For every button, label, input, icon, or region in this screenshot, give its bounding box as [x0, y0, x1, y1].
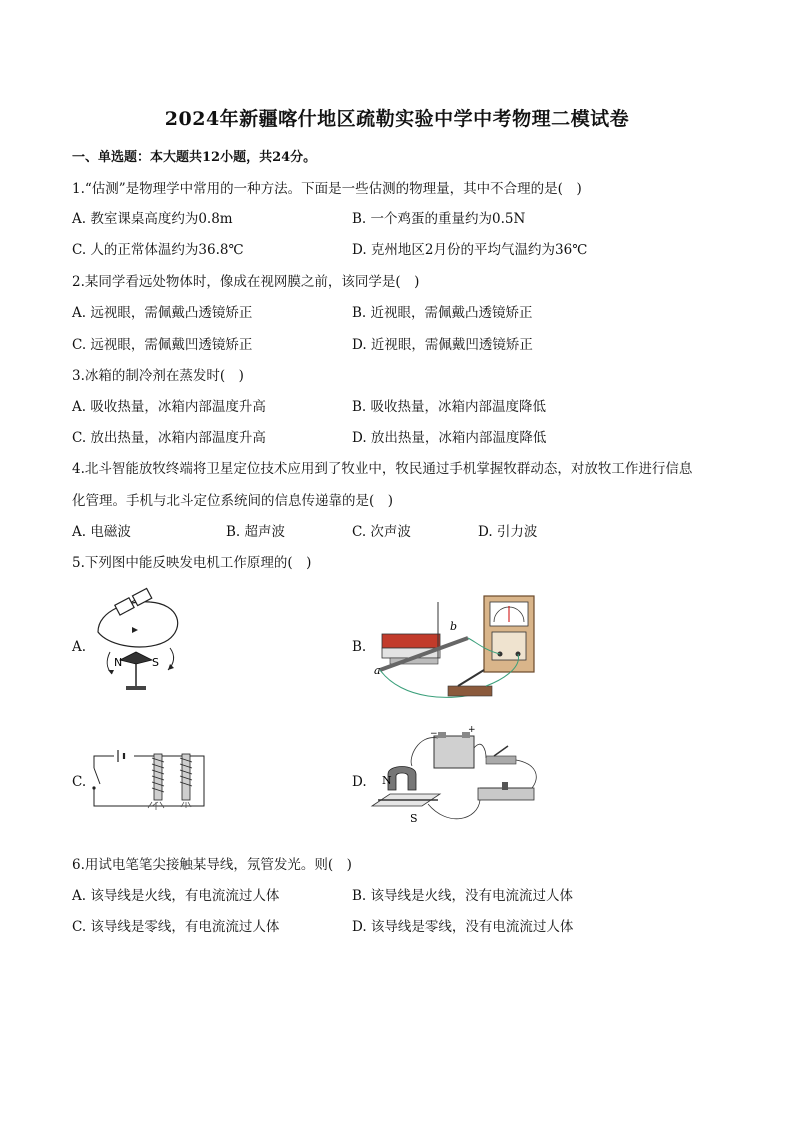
figure-d-label[interactable]: D. [352, 774, 367, 790]
figure-a-n-label: N [114, 656, 123, 669]
figure-a-label[interactable]: A. [72, 639, 87, 655]
question-2-option-c[interactable]: C. 远视眼，需佩戴凹透镜矫正 [72, 337, 253, 353]
question-3-option-b[interactable]: B. 吸收热量，冰箱内部温度降低 [352, 399, 547, 415]
question-1-option-d[interactable]: D. 克州地区2月份的平均气温约为36℃ [352, 242, 588, 258]
figure-a-s-label: S [152, 656, 159, 669]
question-3-option-c[interactable]: C. 放出热量，冰箱内部温度升高 [72, 430, 266, 446]
figure-b-b-label: b [450, 620, 458, 633]
question-3-stem: 3.冰箱的制冷剂在蒸发时( ) [72, 368, 244, 384]
question-2-option-b[interactable]: B. 近视眼，需佩戴凸透镜矫正 [352, 305, 533, 321]
question-6-option-a[interactable]: A. 该导线是火线，有电流流过人体 [72, 888, 280, 904]
question-5-stem: 5.下列图中能反映发电机工作原理的( ) [72, 555, 312, 571]
question-1-stem: 1.“估测”是物理学中常用的一种方法。下面是一些估测的物理量，其中不合理的是( ) [72, 181, 582, 197]
question-1-option-c[interactable]: C. 人的正常体温约为36.8℃ [72, 242, 244, 258]
question-1-option-a[interactable]: A. 教室课桌高度约为0.8m [72, 211, 233, 227]
figure-d-plus-label: + [468, 725, 476, 735]
figure-c-diagram[interactable] [90, 748, 210, 818]
figure-d-s-label: S [410, 812, 418, 825]
question-2-stem: 2.某同学看远处物体时，像成在视网膜之前，该同学是( ) [72, 274, 420, 290]
section-heading: 一、单选题：本大题共12小题，共24分。 [72, 150, 317, 165]
question-6-option-c[interactable]: C. 该导线是零线，有电流流过人体 [72, 919, 280, 935]
question-4-option-b[interactable]: B. 超声波 [226, 524, 286, 540]
question-3-option-a[interactable]: A. 吸收热量，冰箱内部温度升高 [72, 399, 266, 415]
figure-d-minus-label: − [430, 729, 438, 739]
figure-d-n-label: N [382, 774, 392, 787]
question-2-option-a[interactable]: A. 远视眼，需佩戴凸透镜矫正 [72, 305, 253, 321]
question-6-option-b[interactable]: B. 该导线是火线，没有电流流过人体 [352, 888, 574, 904]
question-4-stem: 4.北斗智能放牧终端将卫星定位技术应用到了牧业中，牧民通过手机掌握牧群动态，对放牧工作进行信息 [72, 461, 693, 477]
figure-b-diagram[interactable] [372, 588, 552, 713]
figure-b-a-label: a [374, 664, 381, 677]
question-4-option-d[interactable]: D. 引力波 [478, 524, 538, 540]
question-3-option-d[interactable]: D. 放出热量，冰箱内部温度降低 [352, 430, 547, 446]
question-2-option-d[interactable]: D. 近视眼，需佩戴凹透镜矫正 [352, 337, 533, 353]
page-title: 2024年新疆喀什地区疏勒实验中学中考物理二模试卷 [164, 108, 630, 130]
figure-d-diagram[interactable] [368, 725, 548, 828]
question-1-option-b[interactable]: B. 一个鸡蛋的重量约为0.5N [352, 211, 526, 227]
question-6-stem: 6.用试电笔笔尖接触某导线，氖管发光。则( ) [72, 857, 352, 873]
question-6-option-d[interactable]: D. 该导线是零线，没有电流流过人体 [352, 919, 574, 935]
figure-b-label[interactable]: B. [352, 639, 367, 655]
question-4-option-a[interactable]: A. 电磁波 [72, 524, 131, 540]
question-4-stem-line2: 化管理。手机与北斗定位系统间的信息传递靠的是( ) [72, 493, 394, 509]
figure-a-diagram[interactable] [90, 590, 190, 700]
figure-c-label[interactable]: C. [72, 774, 87, 790]
question-4-option-c[interactable]: C. 次声波 [352, 524, 411, 540]
